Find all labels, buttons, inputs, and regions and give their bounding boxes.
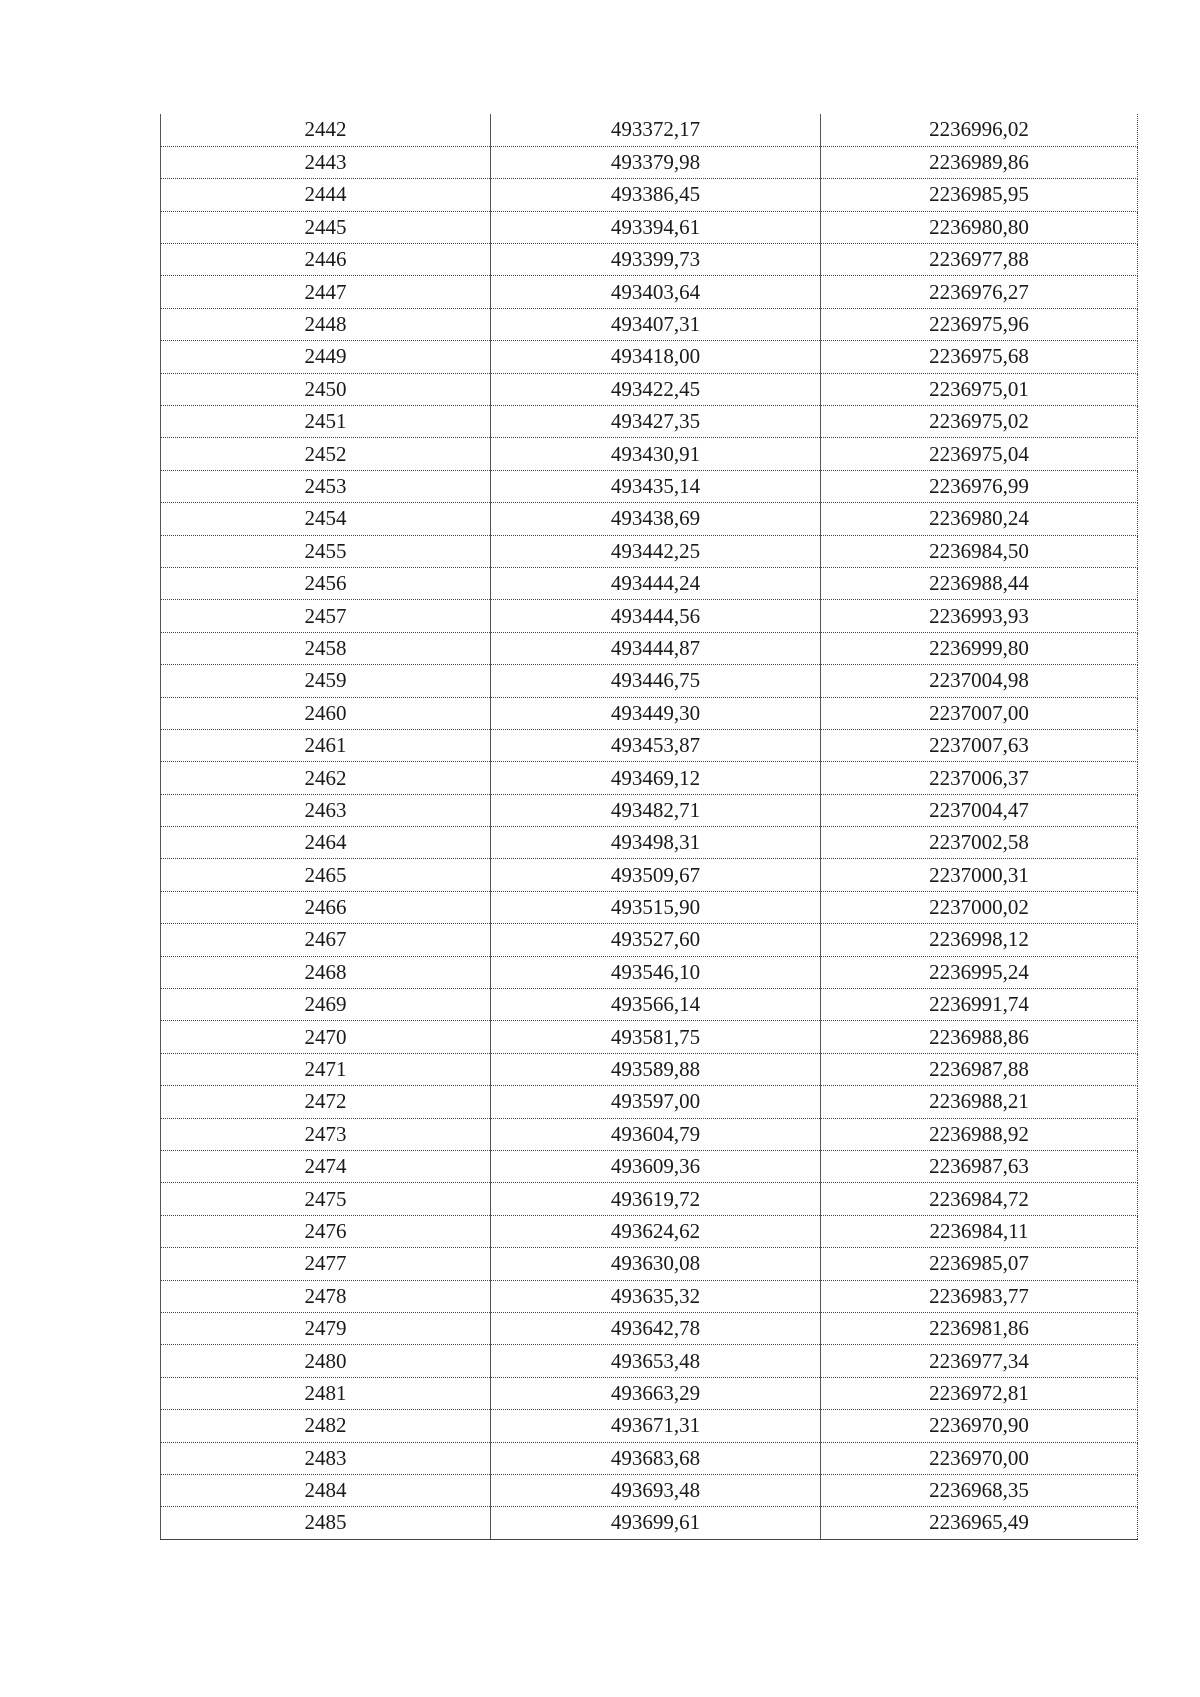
x-coordinate-cell: 493430,91 bbox=[491, 438, 821, 470]
y-coordinate-cell: 2236970,00 bbox=[821, 1442, 1138, 1474]
x-coordinate-cell: 493453,87 bbox=[491, 729, 821, 761]
y-coordinate-cell: 2237002,58 bbox=[821, 827, 1138, 859]
point-number-cell: 2479 bbox=[161, 1312, 491, 1344]
x-coordinate-cell: 493642,78 bbox=[491, 1312, 821, 1344]
y-coordinate-cell: 2236984,72 bbox=[821, 1183, 1138, 1215]
y-coordinate-cell: 2236975,68 bbox=[821, 341, 1138, 373]
y-coordinate-cell: 2237004,47 bbox=[821, 794, 1138, 826]
point-number-cell: 2462 bbox=[161, 762, 491, 794]
point-number-cell: 2453 bbox=[161, 470, 491, 502]
table-row bbox=[161, 1248, 1138, 1280]
x-coordinate-cell: 493427,35 bbox=[491, 406, 821, 438]
y-coordinate-cell: 2236975,01 bbox=[821, 373, 1138, 405]
point-number-cell: 2480 bbox=[161, 1345, 491, 1377]
point-number-cell: 2465 bbox=[161, 859, 491, 891]
table-row bbox=[161, 438, 1138, 470]
table-row bbox=[161, 859, 1138, 891]
y-coordinate-cell: 2236980,80 bbox=[821, 211, 1138, 243]
y-coordinate-cell: 2236987,88 bbox=[821, 1053, 1138, 1085]
table-row bbox=[161, 697, 1138, 729]
table-row bbox=[161, 535, 1138, 567]
table-row bbox=[161, 1280, 1138, 1312]
x-coordinate-cell: 493597,00 bbox=[491, 1086, 821, 1118]
point-number-cell: 2451 bbox=[161, 406, 491, 438]
y-coordinate-cell: 2236988,86 bbox=[821, 1021, 1138, 1053]
point-number-cell: 2483 bbox=[161, 1442, 491, 1474]
point-number-cell: 2466 bbox=[161, 891, 491, 923]
y-coordinate-cell: 2236983,77 bbox=[821, 1280, 1138, 1312]
x-coordinate-cell: 493444,87 bbox=[491, 632, 821, 664]
point-number-cell: 2443 bbox=[161, 146, 491, 178]
y-coordinate-cell: 2237007,00 bbox=[821, 697, 1138, 729]
point-number-cell: 2477 bbox=[161, 1248, 491, 1280]
point-number-cell: 2475 bbox=[161, 1183, 491, 1215]
point-number-cell: 2469 bbox=[161, 989, 491, 1021]
point-number-cell: 2473 bbox=[161, 1118, 491, 1150]
point-number-cell: 2476 bbox=[161, 1215, 491, 1247]
y-coordinate-cell: 2237007,63 bbox=[821, 729, 1138, 761]
x-coordinate-cell: 493509,67 bbox=[491, 859, 821, 891]
x-coordinate-cell: 493418,00 bbox=[491, 341, 821, 373]
table-row bbox=[161, 1507, 1138, 1539]
point-number-cell: 2467 bbox=[161, 924, 491, 956]
y-coordinate-cell: 2236981,86 bbox=[821, 1312, 1138, 1344]
point-number-cell: 2452 bbox=[161, 438, 491, 470]
x-coordinate-cell: 493619,72 bbox=[491, 1183, 821, 1215]
point-number-cell: 2455 bbox=[161, 535, 491, 567]
table-row bbox=[161, 341, 1138, 373]
y-coordinate-cell: 2236975,02 bbox=[821, 406, 1138, 438]
x-coordinate-cell: 493515,90 bbox=[491, 891, 821, 923]
x-coordinate-cell: 493498,31 bbox=[491, 827, 821, 859]
table-row bbox=[161, 989, 1138, 1021]
table-row bbox=[161, 729, 1138, 761]
table-row bbox=[161, 406, 1138, 438]
x-coordinate-cell: 493653,48 bbox=[491, 1345, 821, 1377]
x-coordinate-cell: 493379,98 bbox=[491, 146, 821, 178]
point-number-cell: 2460 bbox=[161, 697, 491, 729]
y-coordinate-cell: 2236968,35 bbox=[821, 1474, 1138, 1506]
x-coordinate-cell: 493663,29 bbox=[491, 1377, 821, 1409]
x-coordinate-cell: 493435,14 bbox=[491, 470, 821, 502]
x-coordinate-cell: 493407,31 bbox=[491, 308, 821, 340]
table-row bbox=[161, 179, 1138, 211]
y-coordinate-cell: 2236987,63 bbox=[821, 1151, 1138, 1183]
y-coordinate-cell: 2236998,12 bbox=[821, 924, 1138, 956]
x-coordinate-cell: 493589,88 bbox=[491, 1053, 821, 1085]
y-coordinate-cell: 2236988,44 bbox=[821, 567, 1138, 599]
y-coordinate-cell: 2236999,80 bbox=[821, 632, 1138, 664]
table-row bbox=[161, 1474, 1138, 1506]
table-row bbox=[161, 632, 1138, 664]
point-number-cell: 2463 bbox=[161, 794, 491, 826]
x-coordinate-cell: 493438,69 bbox=[491, 503, 821, 535]
table-row bbox=[161, 794, 1138, 826]
point-number-cell: 2459 bbox=[161, 665, 491, 697]
table-row bbox=[161, 1021, 1138, 1053]
table-row bbox=[161, 503, 1138, 535]
y-coordinate-cell: 2236984,50 bbox=[821, 535, 1138, 567]
table-row bbox=[161, 276, 1138, 308]
x-coordinate-cell: 493386,45 bbox=[491, 179, 821, 211]
table-row bbox=[161, 956, 1138, 988]
point-number-cell: 2481 bbox=[161, 1377, 491, 1409]
point-number-cell: 2448 bbox=[161, 308, 491, 340]
y-coordinate-cell: 2237006,37 bbox=[821, 762, 1138, 794]
point-number-cell: 2449 bbox=[161, 341, 491, 373]
x-coordinate-cell: 493609,36 bbox=[491, 1151, 821, 1183]
table-row bbox=[161, 1086, 1138, 1118]
table-row bbox=[161, 146, 1138, 178]
table-row bbox=[161, 762, 1138, 794]
table-row bbox=[161, 924, 1138, 956]
point-number-cell: 2464 bbox=[161, 827, 491, 859]
y-coordinate-cell: 2237000,31 bbox=[821, 859, 1138, 891]
x-coordinate-cell: 493635,32 bbox=[491, 1280, 821, 1312]
y-coordinate-cell: 2236977,34 bbox=[821, 1345, 1138, 1377]
y-coordinate-cell: 2236975,04 bbox=[821, 438, 1138, 470]
y-coordinate-cell: 2236996,02 bbox=[821, 114, 1138, 146]
y-coordinate-cell: 2236991,74 bbox=[821, 989, 1138, 1021]
table-row bbox=[161, 211, 1138, 243]
table-row bbox=[161, 373, 1138, 405]
y-coordinate-cell: 2237004,98 bbox=[821, 665, 1138, 697]
x-coordinate-cell: 493671,31 bbox=[491, 1410, 821, 1442]
y-coordinate-cell: 2236965,49 bbox=[821, 1507, 1138, 1539]
x-coordinate-cell: 493527,60 bbox=[491, 924, 821, 956]
table-row bbox=[161, 308, 1138, 340]
table-row bbox=[161, 1442, 1138, 1474]
y-coordinate-cell: 2236993,93 bbox=[821, 600, 1138, 632]
table-row bbox=[161, 891, 1138, 923]
table-row bbox=[161, 600, 1138, 632]
x-coordinate-cell: 493403,64 bbox=[491, 276, 821, 308]
y-coordinate-cell: 2236975,96 bbox=[821, 308, 1138, 340]
point-number-cell: 2478 bbox=[161, 1280, 491, 1312]
x-coordinate-cell: 493604,79 bbox=[491, 1118, 821, 1150]
table-row bbox=[161, 1377, 1138, 1409]
coordinates-table-body bbox=[161, 114, 1138, 1539]
y-coordinate-cell: 2236985,95 bbox=[821, 179, 1138, 211]
x-coordinate-cell: 493399,73 bbox=[491, 244, 821, 276]
point-number-cell: 2454 bbox=[161, 503, 491, 535]
table-row bbox=[161, 1118, 1138, 1150]
x-coordinate-cell: 493444,56 bbox=[491, 600, 821, 632]
table-row bbox=[161, 665, 1138, 697]
y-coordinate-cell: 2236977,88 bbox=[821, 244, 1138, 276]
point-number-cell: 2472 bbox=[161, 1086, 491, 1118]
x-coordinate-cell: 493422,45 bbox=[491, 373, 821, 405]
y-coordinate-cell: 2236984,11 bbox=[821, 1215, 1138, 1247]
point-number-cell: 2461 bbox=[161, 729, 491, 761]
x-coordinate-cell: 493394,61 bbox=[491, 211, 821, 243]
table-row bbox=[161, 1183, 1138, 1215]
point-number-cell: 2474 bbox=[161, 1151, 491, 1183]
x-coordinate-cell: 493699,61 bbox=[491, 1507, 821, 1539]
table-row bbox=[161, 567, 1138, 599]
y-coordinate-cell: 2236976,27 bbox=[821, 276, 1138, 308]
table-row bbox=[161, 1345, 1138, 1377]
point-number-cell: 2471 bbox=[161, 1053, 491, 1085]
x-coordinate-cell: 493630,08 bbox=[491, 1248, 821, 1280]
point-number-cell: 2468 bbox=[161, 956, 491, 988]
point-number-cell: 2446 bbox=[161, 244, 491, 276]
y-coordinate-cell: 2236995,24 bbox=[821, 956, 1138, 988]
x-coordinate-cell: 493546,10 bbox=[491, 956, 821, 988]
y-coordinate-cell: 2236972,81 bbox=[821, 1377, 1138, 1409]
y-coordinate-cell: 2236970,90 bbox=[821, 1410, 1138, 1442]
table-row bbox=[161, 1215, 1138, 1247]
x-coordinate-cell: 493446,75 bbox=[491, 665, 821, 697]
x-coordinate-cell: 493581,75 bbox=[491, 1021, 821, 1053]
y-coordinate-cell: 2236976,99 bbox=[821, 470, 1138, 502]
table-row bbox=[161, 114, 1138, 146]
y-coordinate-cell: 2236980,24 bbox=[821, 503, 1138, 535]
point-number-cell: 2482 bbox=[161, 1410, 491, 1442]
point-number-cell: 2470 bbox=[161, 1021, 491, 1053]
point-number-cell: 2447 bbox=[161, 276, 491, 308]
table-row bbox=[161, 244, 1138, 276]
table-row bbox=[161, 1151, 1138, 1183]
x-coordinate-cell: 493482,71 bbox=[491, 794, 821, 826]
point-number-cell: 2442 bbox=[161, 114, 491, 146]
table-row bbox=[161, 1312, 1138, 1344]
x-coordinate-cell: 493469,12 bbox=[491, 762, 821, 794]
x-coordinate-cell: 493683,68 bbox=[491, 1442, 821, 1474]
x-coordinate-cell: 493693,48 bbox=[491, 1474, 821, 1506]
point-number-cell: 2445 bbox=[161, 211, 491, 243]
point-number-cell: 2450 bbox=[161, 373, 491, 405]
point-number-cell: 2457 bbox=[161, 600, 491, 632]
x-coordinate-cell: 493444,24 bbox=[491, 567, 821, 599]
y-coordinate-cell: 2237000,02 bbox=[821, 891, 1138, 923]
table-row bbox=[161, 470, 1138, 502]
x-coordinate-cell: 493449,30 bbox=[491, 697, 821, 729]
point-number-cell: 2485 bbox=[161, 1507, 491, 1539]
coordinates-table bbox=[160, 114, 1138, 1540]
y-coordinate-cell: 2236988,21 bbox=[821, 1086, 1138, 1118]
y-coordinate-cell: 2236985,07 bbox=[821, 1248, 1138, 1280]
x-coordinate-cell: 493372,17 bbox=[491, 114, 821, 146]
table-row bbox=[161, 1410, 1138, 1442]
table-row bbox=[161, 827, 1138, 859]
point-number-cell: 2444 bbox=[161, 179, 491, 211]
point-number-cell: 2458 bbox=[161, 632, 491, 664]
point-number-cell: 2456 bbox=[161, 567, 491, 599]
point-number-cell: 2484 bbox=[161, 1474, 491, 1506]
x-coordinate-cell: 493566,14 bbox=[491, 989, 821, 1021]
x-coordinate-cell: 493442,25 bbox=[491, 535, 821, 567]
table-row bbox=[161, 1053, 1138, 1085]
y-coordinate-cell: 2236989,86 bbox=[821, 146, 1138, 178]
y-coordinate-cell: 2236988,92 bbox=[821, 1118, 1138, 1150]
x-coordinate-cell: 493624,62 bbox=[491, 1215, 821, 1247]
